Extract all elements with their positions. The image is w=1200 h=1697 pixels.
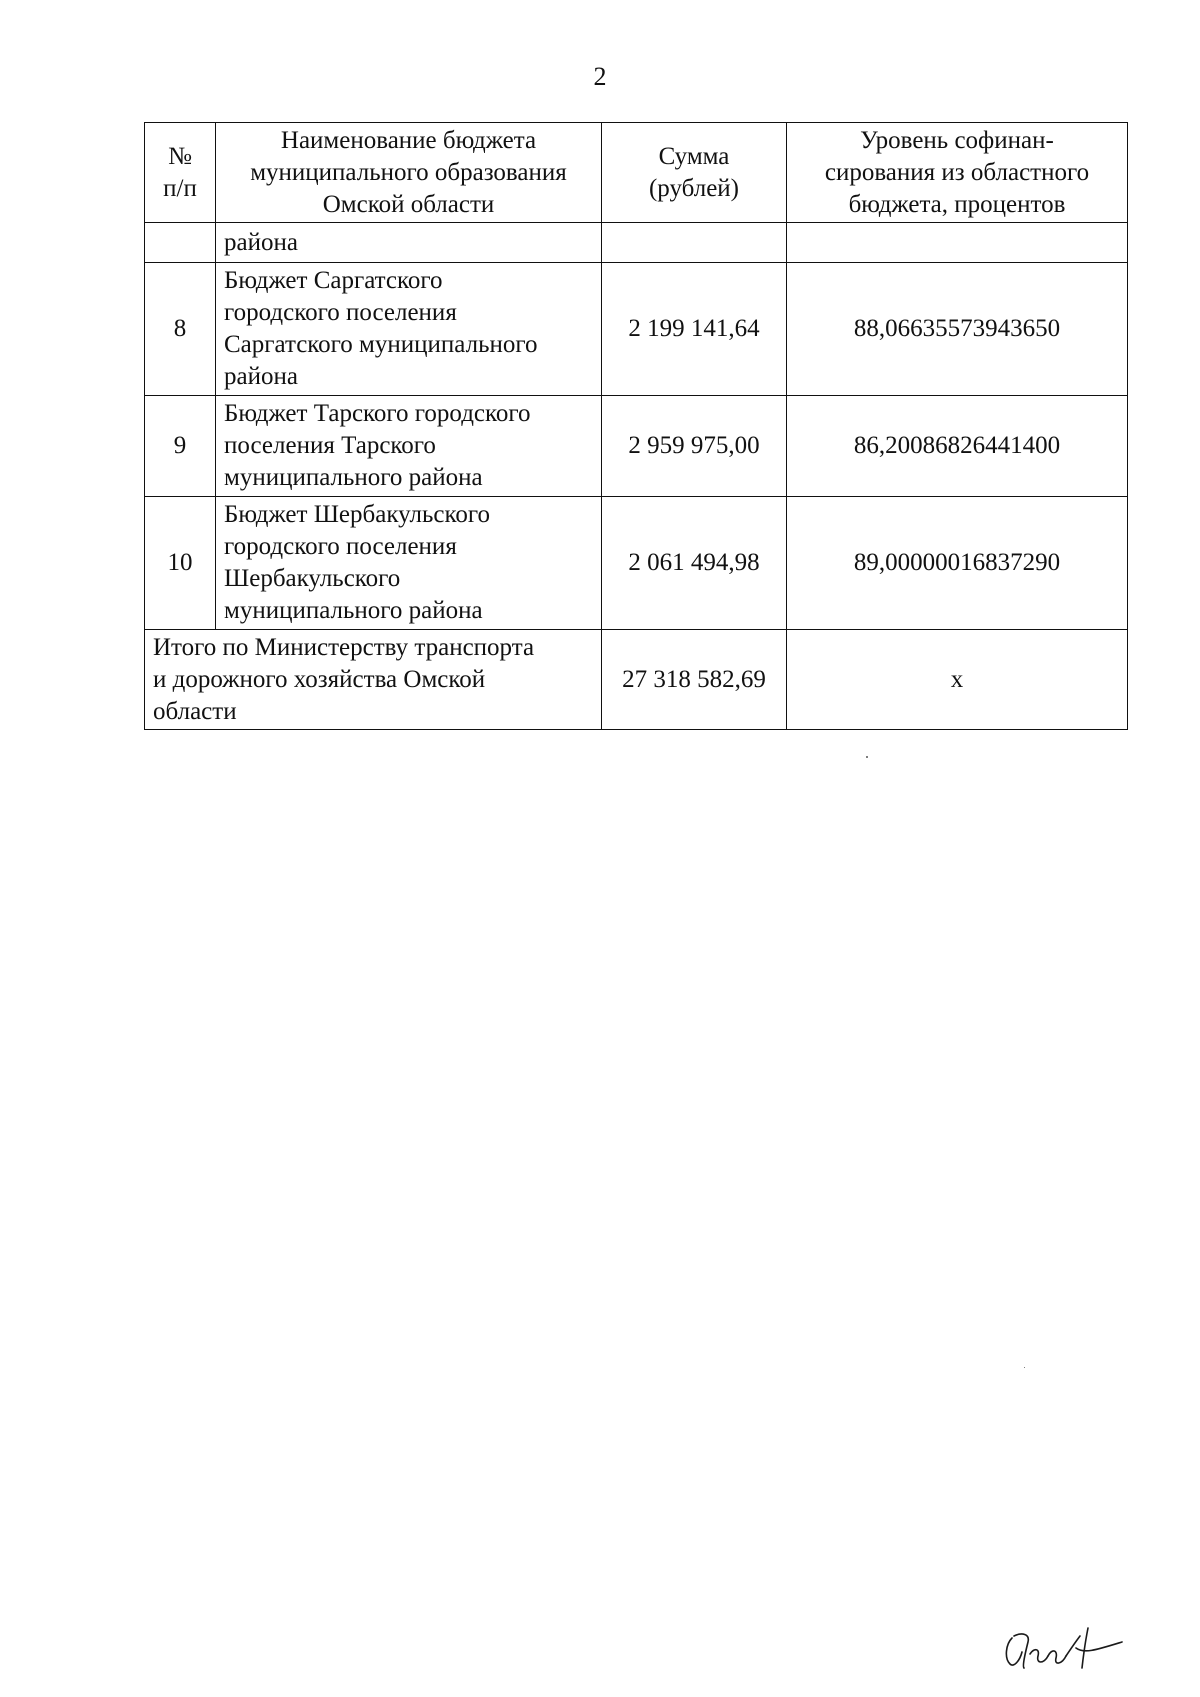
cell-num: 10: [145, 497, 216, 630]
table-total-row: [145, 630, 1128, 730]
cell-name: Бюджет Саргатского городского поселения Саргатского муниципального района: [216, 263, 602, 396]
cell-sum: 2 199 141,64: [602, 263, 787, 396]
header-name: Наименование бюджета муниципального образования Омской области: [216, 123, 602, 223]
cell-sum: [602, 223, 787, 263]
signature: [1000, 1620, 1130, 1680]
cell-level: 88,06635573943650: [787, 263, 1128, 396]
cell-name: района: [216, 223, 602, 263]
header-sum: Сумма (рублей): [602, 123, 787, 223]
cell-sum: 2 959 975,00: [602, 396, 787, 497]
header-num: № п/п: [145, 123, 216, 223]
cell-num: [145, 223, 216, 263]
page-number: 2: [593, 62, 607, 91]
table-row: [145, 263, 1128, 396]
scan-speck: [1024, 1367, 1025, 1368]
table-row: [145, 396, 1128, 497]
budget-table: [144, 122, 1128, 730]
total-sum: 27 318 582,69: [602, 630, 787, 730]
total-level: x: [787, 630, 1128, 730]
table-row-continuation: [145, 223, 1128, 263]
cell-sum: 2 061 494,98: [602, 497, 787, 630]
scan-speck: [866, 756, 868, 758]
cell-name: Бюджет Шербакульского городского поселения Шербакульского муниципального района: [216, 497, 602, 630]
cell-level: [787, 223, 1128, 263]
header-level: Уровень софинан- сирования из областного бюджета, процентов: [787, 123, 1128, 223]
cell-name: Бюджет Тарского городского поселения Тарского муниципального района: [216, 396, 602, 497]
table-row: [145, 497, 1128, 630]
table-header-row: [145, 123, 1128, 223]
cell-level: 89,00000016837290: [787, 497, 1128, 630]
cell-num: 9: [145, 396, 216, 497]
total-label: Итого по Министерству транспорта и дорожного хозяйства Омской области: [145, 630, 602, 730]
cell-level: 86,20086826441400: [787, 396, 1128, 497]
cell-num: 8: [145, 263, 216, 396]
